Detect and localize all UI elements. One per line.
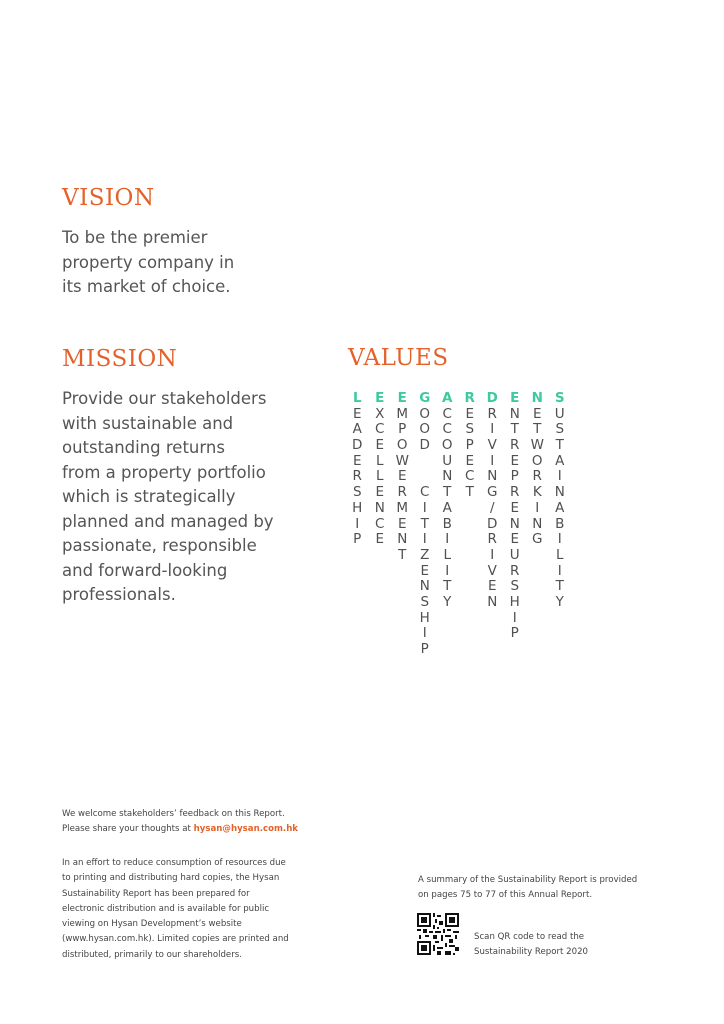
value-letter: R [397,484,407,501]
value-initial: E [510,390,520,406]
value-column [391,391,414,658]
distribution-line: electronic distribution and is available for public [62,903,270,914]
mission-statement [62,387,342,608]
distribution-line: distributed, primarily to our shareholders. [62,949,242,960]
distribution-line: to printing and distributing hard copies, the Hysan [62,873,280,884]
value-letter: O [396,437,408,454]
value-letter: K [532,484,542,501]
value-letter: E [465,405,475,422]
value-column [436,391,459,658]
value-letter: B [555,515,565,532]
value-letter: I [557,468,562,485]
value-letter: V [487,437,497,454]
value-letter: O [441,437,453,454]
value-initial: S [554,390,565,406]
value-letter: H [352,499,363,516]
value-letter: L [375,468,384,485]
value-letter: T [443,484,452,501]
vision-title: VISION [62,185,155,211]
value-letter: Z [420,546,430,563]
value-letter: N [374,499,385,516]
feedback-line: We welcome stakeholders’ feedback on this Report. [62,809,285,819]
value-letter: N [397,531,408,548]
value-letter: C [375,421,385,438]
value-letter: N [419,578,430,595]
value-letter: C [420,484,430,501]
value-letter [423,454,427,470]
value-column [346,391,369,658]
value-letter: P [510,468,519,485]
value-letter: T [465,484,474,501]
summary-line: A summary of the Sustainability Report is provided [418,875,638,885]
value-letter: I [422,499,427,516]
value-letter: P [465,437,474,454]
value-letter: I [535,499,540,516]
value-letter: I [445,562,450,579]
value-letter: C [442,421,452,438]
value-letter: G [532,531,543,548]
value-letter: R [532,468,542,485]
value-letter: E [510,452,520,469]
value-letter: I [557,531,562,548]
feedback-note [62,807,322,838]
value-letter: T [533,421,542,438]
value-letter: D [487,515,498,532]
value-letter: S [555,421,565,438]
value-column [369,391,392,658]
value-letter: E [487,578,497,595]
value-letter: S [510,578,520,595]
value-column [481,391,504,658]
value-letter: I [422,531,427,548]
value-letter: A [555,452,565,469]
qr-caption-line: Sustainability Report 2020 [474,947,589,958]
value-letter: E [510,499,520,516]
value-letter: D [352,437,363,454]
value-column [526,391,549,658]
mission-line: from a property portfolio [62,462,266,482]
distribution-line: viewing on Hysan Development’s website [62,919,242,930]
value-letter: E [465,452,475,469]
feedback-prefix: Please share your thoughts at [62,824,194,835]
mission-line: and forward-looking [62,560,228,580]
mission-line: Provide our stakeholders [62,389,267,408]
value-letter: C [375,515,385,532]
value-letter: S [352,484,362,501]
value-letter: E [420,562,430,579]
value-letter: H [509,593,520,610]
value-letter: L [375,452,384,469]
value-letter: M [396,499,409,516]
vision-line: To be the premier [62,228,208,247]
distribution-line: In an effort to reduce consumption of resources due [62,858,286,868]
value-letter: P [420,641,429,657]
value-letter: P [510,625,519,642]
value-letter: I [557,562,562,579]
value-initial: N [531,390,543,406]
value-letter: E [375,531,385,548]
value-letter: E [397,515,407,532]
mission-line: which is strategically [62,487,236,506]
value-letter: V [487,562,497,579]
value-letter: N [554,484,565,501]
value-initial: D [486,390,498,406]
distribution-note [62,856,302,963]
distribution-line: (www.hysan.com.hk). Limited copies are printed and [62,934,289,945]
vision-statement [62,226,322,300]
mission-title: MISSION [62,346,178,372]
value-letter: E [397,468,407,485]
value-letter: I [355,515,360,532]
value-letter: P [398,421,407,438]
value-letter: E [352,405,362,422]
value-letter: A [442,499,452,516]
value-column [414,391,437,658]
value-letter: I [490,546,495,563]
value-letter: T [443,578,452,595]
value-initial: L [352,390,362,406]
value-letter: R [487,531,497,548]
value-letter: U [509,546,520,563]
vision-line: property company in [62,252,235,272]
value-letter: N [442,468,453,485]
value-letter: N [487,593,498,610]
summary-note [418,873,658,904]
value-letter: U [554,405,565,422]
value-letter: W [395,452,409,469]
value-letter: E [532,405,542,422]
summary-line: on pages 75 to 77 of this Annual Report. [418,890,593,901]
value-letter: T [555,578,564,595]
value-letter: S [465,421,475,438]
value-letter: T [555,437,564,454]
value-letter: T [510,421,519,438]
value-letter: O [419,405,431,422]
value-letter: E [375,484,385,501]
vision-line: its market of choice. [62,277,231,296]
value-letter: T [398,546,407,563]
mission-line: with sustainable and [62,413,234,433]
value-letter: I [445,531,450,548]
value-letter: I [490,452,495,469]
value-letter: L [443,546,452,563]
value-letter: O [419,421,431,438]
value-initial: R [464,390,475,406]
mission-line: planned and managed by [62,511,274,531]
value-initial: A [442,390,453,406]
value-letter: R [352,468,362,485]
value-letter: L [555,546,564,563]
value-letter: U [442,452,453,469]
qr-caption-line: Scan QR code to read the [474,932,585,942]
value-letter: R [510,484,520,501]
value-letter: H [419,609,430,626]
values-title: VALUES [348,345,449,371]
value-letter: W [530,437,544,454]
mission-line: professionals. [62,585,176,604]
value-letter: I [512,609,517,626]
feedback-email-link[interactable]: hysan@hysan.com.hk [193,824,299,835]
value-letter: P [353,531,362,548]
value-initial: E [375,390,385,406]
mission-line: outstanding returns [62,438,225,457]
value-letter: A [555,499,565,516]
value-letter [423,469,427,485]
value-column [504,391,527,658]
values-acrostic [346,391,571,658]
value-letter: M [396,405,409,422]
value-letter: X [375,405,385,422]
value-letter: O [531,452,543,469]
value-letter: N [532,515,543,532]
value-letter: Y [443,593,452,610]
value-letter: R [487,405,497,422]
qr-code-icon[interactable] [417,913,459,955]
value-letter: G [487,484,498,501]
value-letter: I [490,421,495,438]
value-letter: N [509,515,520,532]
qr-caption [474,930,614,961]
value-column [549,391,572,658]
value-letter: C [465,468,475,485]
value-letter: S [420,593,430,610]
value-letter: / [489,499,495,516]
value-letter: T [420,515,429,532]
value-initial: E [397,390,407,406]
value-letter: R [510,437,520,454]
value-column [459,391,482,658]
value-letter: E [510,531,520,548]
value-letter: R [510,562,520,579]
value-letter: C [442,405,452,422]
value-letter: E [352,452,362,469]
value-letter: N [509,405,520,422]
mission-line: passionate, responsible [62,536,257,555]
value-letter: N [487,468,498,485]
value-letter: B [442,515,452,532]
value-letter: Y [555,593,564,610]
value-letter: E [375,437,385,454]
value-initial: G [419,390,431,406]
value-letter: D [419,437,430,454]
value-letter: I [422,625,427,642]
distribution-line: Sustainability Report has been prepared for [62,888,250,899]
value-letter: A [352,421,362,438]
